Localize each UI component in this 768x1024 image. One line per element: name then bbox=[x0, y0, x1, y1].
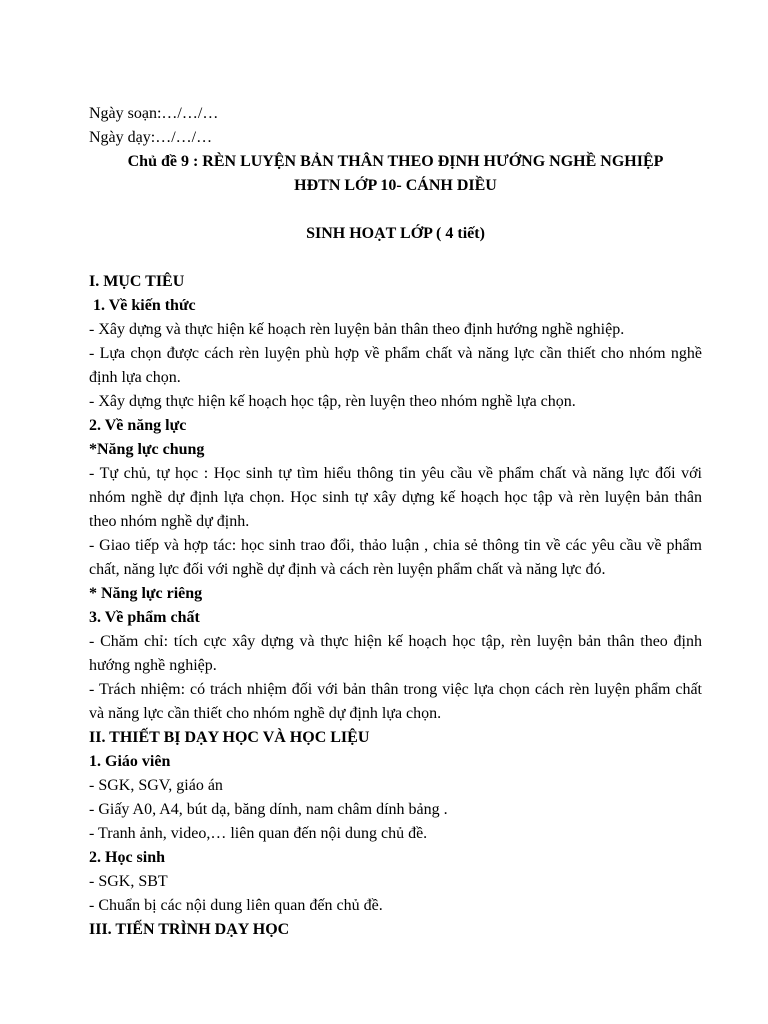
hoc-sinh-heading: 2. Học sinh bbox=[89, 849, 166, 866]
paragraph: - Lựa chọn được cách rèn luyện phù hợp về phẩm chất và năng lực cần thiết cho nhóm nghề định lựa chọn. bbox=[89, 345, 702, 386]
title-line-2: HĐTN LỚP 10- CÁNH DIỀU bbox=[294, 177, 497, 194]
subtitle: SINH HOẠT LỚP ( 4 tiết) bbox=[306, 225, 485, 242]
list-item: - Tranh ảnh, video,… liên quan đến nội dung chủ đề. bbox=[89, 825, 428, 842]
paragraph: - Xây dựng và thực hiện kế hoạch rèn luyện bản thân theo định hướng nghề nghiệp. bbox=[89, 321, 625, 338]
list-item: - Giấy A0, A4, bút dạ, băng dính, nam châm dính bảng . bbox=[89, 801, 448, 818]
list-item: - Chuẩn bị các nội dung liên quan đến chủ đề. bbox=[89, 897, 383, 914]
nang-luc-rieng-heading: * Năng lực riêng bbox=[89, 585, 203, 602]
section-2-heading: II. THIẾT BỊ DẠY HỌC VÀ HỌC LIỆU bbox=[89, 729, 370, 746]
paragraph: - Xây dựng thực hiện kế hoạch học tập, rèn luyện theo nhóm nghề lựa chọn. bbox=[89, 393, 576, 410]
giao-vien-heading: 1. Giáo viên bbox=[89, 753, 171, 770]
list-item: - SGK, SBT bbox=[89, 873, 168, 890]
nang-luc-heading: 2. Về năng lực bbox=[89, 417, 187, 434]
pham-chat-heading: 3. Về phẩm chất bbox=[89, 609, 200, 626]
paragraph: - Trách nhiệm: có trách nhiệm đối với bản thân trong việc lựa chọn cách rèn luyện phẩm chất và năng lực cần thiết cho nhóm nghề dự định lựa chọn. bbox=[89, 681, 702, 722]
section-3-heading: III. TIẾN TRÌNH DẠY HỌC bbox=[89, 921, 290, 938]
paragraph: - Chăm chỉ: tích cực xây dựng và thực hiện kế hoạch học tập, rèn luyện bản thân theo định hướng nghề nghiệp. bbox=[89, 633, 702, 674]
document-body bbox=[89, 102, 702, 942]
kien-thuc-heading: 1. Về kiến thức bbox=[89, 297, 196, 314]
title-line-1: Chủ đề 9 : RÈN LUYỆN BẢN THÂN THEO ĐỊNH HƯỚNG NGHỀ NGHIỆP bbox=[127, 153, 664, 170]
paragraph: - Giao tiếp và hợp tác: học sinh trao đổi, thảo luận , chia sẻ thông tin về các yêu cầu về phẩm chất, năng lực đối với nghề dự định và cách rèn luyện phẩm chất và năng lực đó. bbox=[89, 537, 702, 578]
section-1-heading: I. MỤC TIÊU bbox=[89, 273, 185, 290]
ngay-soan: Ngày soạn:…/…/… bbox=[89, 105, 219, 122]
nang-luc-chung-heading: *Năng lực chung bbox=[89, 441, 205, 458]
paragraph: - Tự chủ, tự học : Học sinh tự tìm hiểu thông tin yêu cầu về phẩm chất và năng lực đối với nhóm nghề dự định lựa chọn. Học sinh tự xây dựng kế hoạch học tập và rèn luyện bản thân theo nhóm nghề dự định. bbox=[89, 465, 702, 530]
list-item: - SGK, SGV, giáo án bbox=[89, 777, 223, 794]
ngay-day: Ngày dạy:…/…/… bbox=[89, 129, 213, 146]
